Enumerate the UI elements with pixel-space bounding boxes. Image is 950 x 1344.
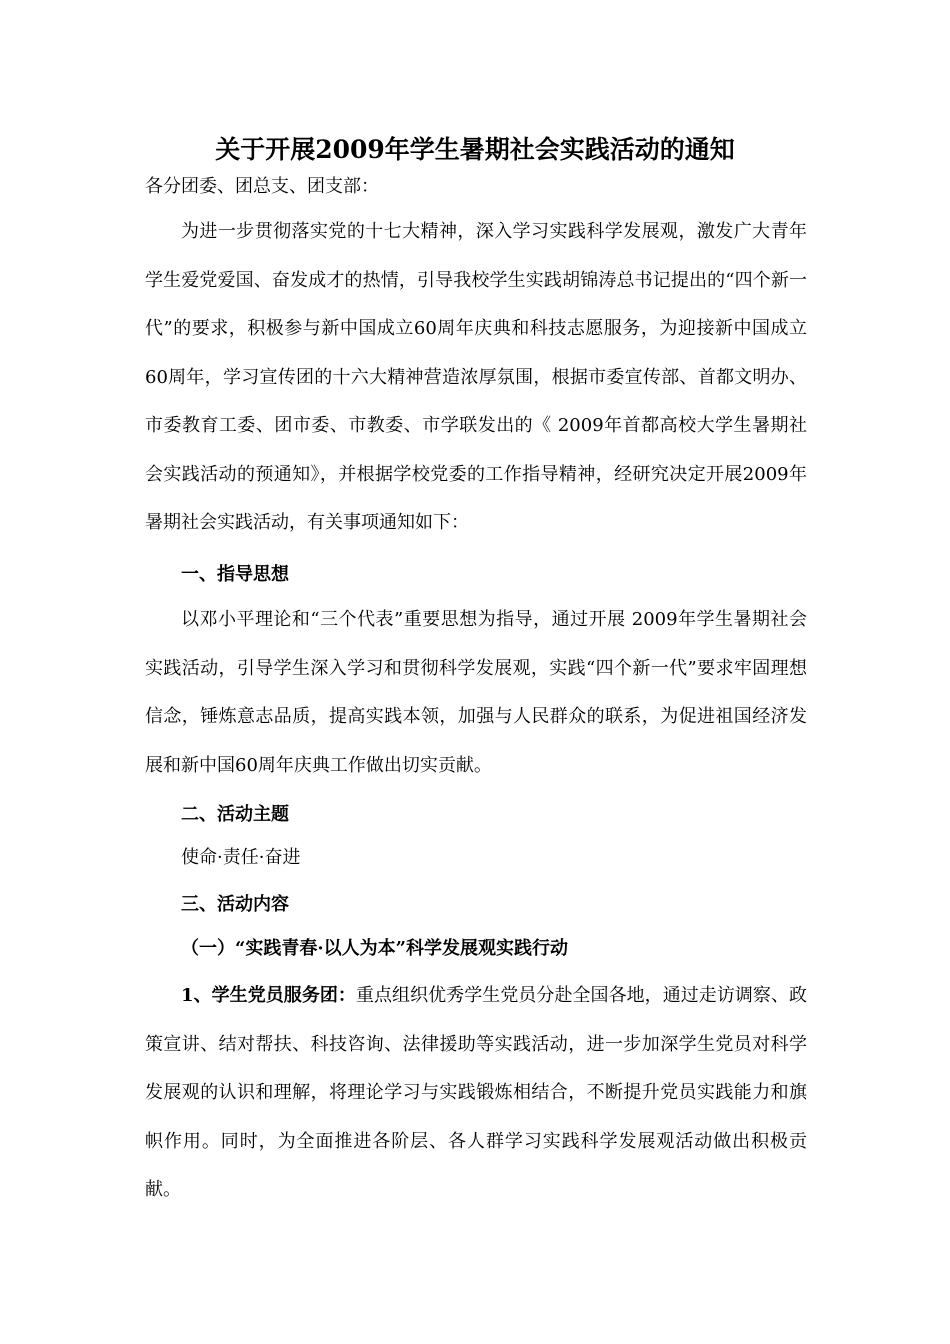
section-1-body: 以邓小平理论和“三个代表”重要思想为指导，通过开展 2009年学生暑期社会实践活动，引导学生深入学习和贯彻科学发展观，实践“四个新一代”要求牢固理想信念，锤炼意志品质，提高实践本领，加强与人民群众的联系，为促进祖国经济发展和新中国60周年庆典工作做出切实贡献。 xyxy=(145,609,807,776)
item-1-body: 重点组织优秀学生党员分赴全国各地，通过走访调察、政策宣讲、结对帮扶、科技咨询、法律援助等实践活动，进一步加深学生党员对科学发展观的认识和理解，将理论学习与实践锻炼相结合，不断提升党员实践能力和旗帜作用。同时，为全面推进各阶层、各人群学习实践科学发展观活动做出积极贡献。 xyxy=(145,985,808,1200)
intro-paragraph: 为进一步贯彻落实党的十七大精神，深入学习实践科学发展观，激发广大青年学生爱党爱国、奋发成才的热情，引导我校学生实践胡锦涛总书记提出的“四个新一代”的要求，积极参与新中国成立60周年庆典和科技志愿服务，为迎接新中国成立60周年，学习宣传团的十六大精神营造浓厚氛围，根据市委宣传部、首都文明办、市委教育工委、团市委、市教委、市学联发出的《 2009年首都高校大学生暑期社会实践活动的预通知》，并根据学校党委的工作指导精神，经研究决定开展2009年暑期社会实践活动，有关事项通知如下： xyxy=(145,221,807,533)
section-2-body: 使命·责任·奋进 xyxy=(181,847,301,868)
section-2-heading: 二、活动主题 xyxy=(181,804,289,825)
item-1-paragraph xyxy=(145,972,807,1215)
salutation: 各分团委、团总支、团支部： xyxy=(145,176,379,197)
section-3-heading: 三、活动内容 xyxy=(181,894,289,915)
section-1-heading: 一、指导思想 xyxy=(181,564,289,585)
document-title: 关于开展2009年学生暑期社会实践活动的通知 xyxy=(215,135,735,164)
subsection-1-heading: （一）“实践青春·以人为本”科学发展观实践行动 xyxy=(181,938,568,959)
item-1-lead: 1、学生党员服务团： xyxy=(181,985,356,1006)
